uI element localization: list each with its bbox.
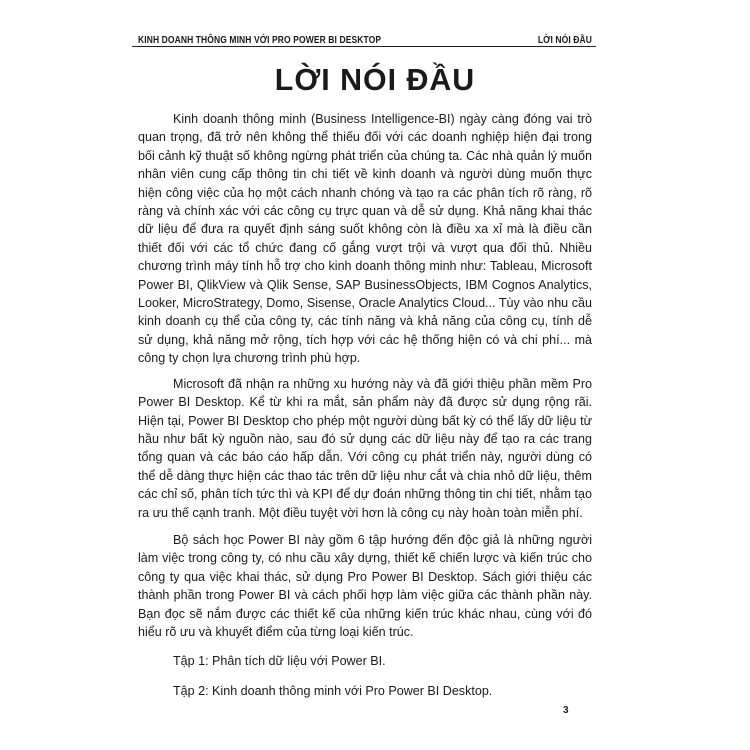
page-title: LỜI NÓI ĐẦU — [274, 62, 476, 97]
running-header-chapter: LỜI NÓI ĐẦU — [537, 33, 592, 46]
volume-item: Tập 1: Phân tích dữ liệu với Power BI. — [173, 654, 386, 669]
header-rule — [132, 46, 596, 47]
page-number: 3 — [563, 705, 569, 716]
body-text — [138, 110, 592, 700]
paragraph: Bộ sách học Power BI này gồm 6 tập hướng đến độc giả là những người làm việc trong công ty, có nhu cầu xây dựng, thiết kế chiến lược và kiến trúc cho công ty qua việc khai thác, sử dụng Pro Power BI Desktop. Sách giới thiệu các thành phần trong Power BI và cách phối hợp làm việc giữa các thành phần này. Bạn đọc sẽ nắm được các thiết kế của những kiến trúc khác nhau, cùng với đó hiểu rõ ưu và khuyết điểm của từng loại kiến trúc. — [138, 532, 592, 639]
paragraph: Microsoft đã nhận ra những xu hướng này và đã giới thiệu phần mềm Pro Power BI Desktop. Kể từ khi ra mắt, sản phẩm này đã được sử dụng rộng rãi. Hiện tại, Power BI Desktop cho phép một người dùng bất kỳ có thể lấy dữ liệu từ hầu như bất kỳ nguồn nào, sau đó sử dụng các dữ liệu này để tạo ra các trang tổng quan và các báo cáo hấp dẫn. Với công cụ phát triển này, người dùng có thể dễ dàng thực hiện các thao tác trên dữ liệu như cắt và chia nhỏ dữ liệu, thêm các chỉ số, phân tích tức thì và KPI để dự đoán những thông tin chi tiết, nhằm tạo ra ưu thế cạnh tranh. Một điều tuyệt vời hơn là công cụ này hoàn toàn miễn phí. — [138, 376, 592, 520]
paragraph: Kinh doanh thông minh (Business Intelligence-BI) ngày càng đóng vai trò quan trọng, đã trở nên không thể thiếu đối với các doanh nghiệp hiện đại trong bối cảnh kỹ thuật số không ngừng phát triển của chúng ta. Các nhà quản lý muốn nhân viên cung cấp thông tin chi tiết về kinh doanh và người dùng muốn thực hiện công việc của họ một cách nhanh chóng và tạo ra các phân tích rõ ràng, rõ ràng và chính xác với các công cụ trực quan và dễ sử dụng. Khả năng khai thác dữ liệu để đưa ra quyết định sáng suốt không còn là điều xa xỉ mà là điều cần thiết đối với các tổ chức đang cố gắng vượt trội và vượt qua đối thủ. Nhiều chương trình máy tính hỗ trợ cho kinh doanh thông minh như: Tableau, Microsoft Power BI, QlikView và Qlik Sense, SAP BusinessObjects, IBM Cognos Analytics, Looker, MicroStrategy, Domo, Sisense, Oracle Analytics Cloud... Tùy vào nhu cầu kinh doanh cụ thể của công ty, các tính năng và khả năng của công cụ, tính dễ sử dụng, khả năng mở rộng, tích hợp với các hệ thống hiện có và chi phí... mà công ty chọn lựa chương trình phù hợp. — [138, 112, 592, 366]
running-header-book-title: KINH DOANH THÔNG MINH VỚI PRO POWER BI DESKTOP — [138, 33, 382, 46]
volume-item: Tập 2: Kinh doanh thông minh với Pro Power BI Desktop. — [173, 683, 493, 698]
running-header — [138, 27, 592, 45]
